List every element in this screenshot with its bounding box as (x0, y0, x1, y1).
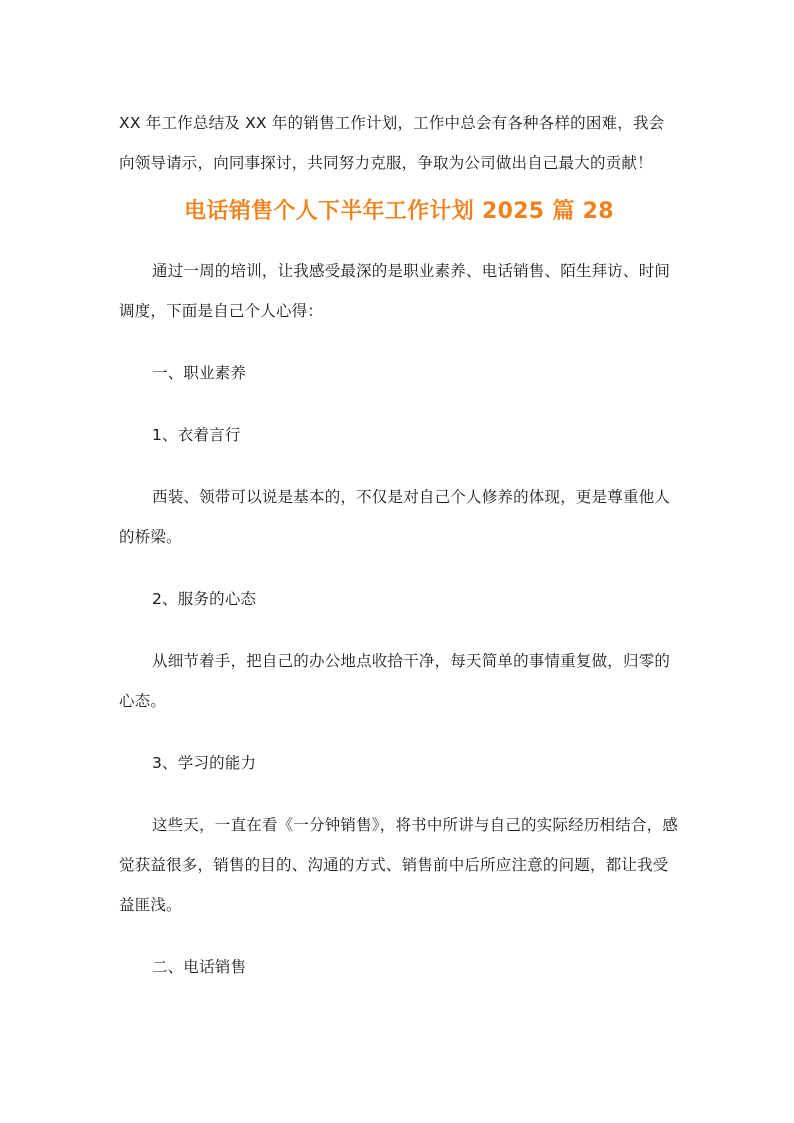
subheading-attire: 1、衣着言行 (152, 426, 241, 444)
heading-phone-sales: 二、电话销售 (152, 958, 247, 976)
body-paragraph: 西装、领带可以说是基本的，不仅是对自己个人修养的体现，更是尊重他人的桥梁。 (119, 488, 671, 546)
subheading-service-mindset: 2、服务的心态 (152, 590, 257, 608)
body-paragraph: 这些天，一直在看《一分钟销售》，将书中所讲与自己的实际经历相结合，感觉获益很多，销售的目的、沟通的方式、销售前中后所应注意的问题，都让我受益匪浅。 (119, 816, 679, 914)
body-paragraph: 从细节着手，把自己的办公地点收拾干净，每天简单的事情重复做，归零的心态。 (119, 652, 671, 710)
document-body (119, 103, 679, 987)
heading-professional-quality: 一、职业素养 (152, 364, 247, 382)
body-paragraph: 通过一周的培训，让我感受最深的是职业素养、电话销售、陌生拜访、时间调度，下面是自己个人心得： (119, 262, 671, 320)
section-title: 电话销售个人下半年工作计划 2025 篇 28 (184, 199, 614, 224)
intro-paragraph: XX 年工作总结及 XX 年的销售工作计划，工作中总会有各种各样的困难，我会向领导请示，向同事探讨，共同努力克服，争取为公司做出自己最大的贡献！ (119, 114, 665, 172)
subheading-learning-ability: 3、学习的能力 (152, 754, 257, 772)
